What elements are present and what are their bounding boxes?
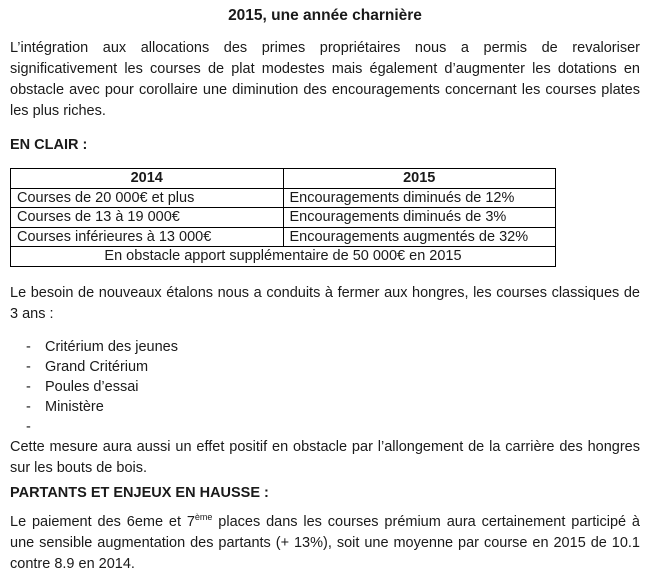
table-cell-2015: Encouragements augmentés de 32% xyxy=(283,227,556,247)
table-row xyxy=(11,227,556,247)
table-row xyxy=(11,188,556,208)
paragraph-paiement-superscript: ème xyxy=(194,511,213,522)
list-item-empty xyxy=(10,417,640,437)
list-dash: - xyxy=(26,338,31,355)
list-item xyxy=(10,357,640,377)
table-cell-2014: Courses de 20 000€ et plus xyxy=(11,188,284,208)
table-header-2014: 2014 xyxy=(11,169,284,189)
paragraph-paiement xyxy=(10,512,640,575)
list-dash: - xyxy=(26,378,31,395)
list-item-label: Grand Critérium xyxy=(45,358,149,375)
heading-partants: PARTANTS ET ENJEUX EN HAUSSE : xyxy=(10,484,269,501)
list-item-label: Critérium des jeunes xyxy=(45,338,178,355)
list-dash: - xyxy=(26,358,31,375)
table-cell-2014: Courses de 13 à 19 000€ xyxy=(11,208,284,228)
list-item xyxy=(10,397,640,417)
paragraph-paiement-text-before: Le paiement des 6eme et 7 xyxy=(10,513,195,530)
paragraph-etalons: Le besoin de nouveaux étalons nous a conduits à fermer aux hongres, les courses classiques de 3 ans : xyxy=(10,284,640,322)
table-cell-2014: Courses inférieures à 13 000€ xyxy=(11,227,284,247)
list-dash: - xyxy=(26,418,31,435)
dash-list xyxy=(10,337,640,437)
list-dash: - xyxy=(26,398,31,415)
paragraph-paiement-text-after: places dans les courses prémium aura certainement participé à une sensible augmentation des partants (+ 13%), soit une moyenne par course en 2015 de 10.1 contre 8.9 en 2014. xyxy=(10,513,640,572)
table-header-2015: 2015 xyxy=(283,169,556,189)
table-header-row xyxy=(11,169,556,189)
comparison-table xyxy=(10,168,556,267)
list-item xyxy=(10,337,640,357)
table-cell-2015: Encouragements diminués de 12% xyxy=(283,188,556,208)
table-cell-2015: Encouragements diminués de 3% xyxy=(283,208,556,228)
table-row xyxy=(11,208,556,228)
paragraph-intro: L’intégration aux allocations des primes propriétaires nous a permis de revaloriser significativement les courses de plat modestes mais également d’augmenter les dotations en obstacle avec pour corollaire une diminution des encouragements concernant les courses plates les plus riches. xyxy=(10,40,640,119)
table-footer-row xyxy=(11,247,556,267)
table-footer-cell: En obstacle apport supplémentaire de 50 000€ en 2015 xyxy=(11,247,556,267)
heading-en-clair: EN CLAIR : xyxy=(10,137,88,153)
list-item xyxy=(10,377,640,397)
paragraph-mesure: Cette mesure aura aussi un effet positif en obstacle par l’allongement de la carrière des hongres sur les bouts de bois. xyxy=(10,438,640,476)
list-item-label: Poules d’essai xyxy=(45,378,139,395)
list-item-label: Ministère xyxy=(45,398,104,415)
page-title: 2015, une année charnière xyxy=(228,7,422,24)
